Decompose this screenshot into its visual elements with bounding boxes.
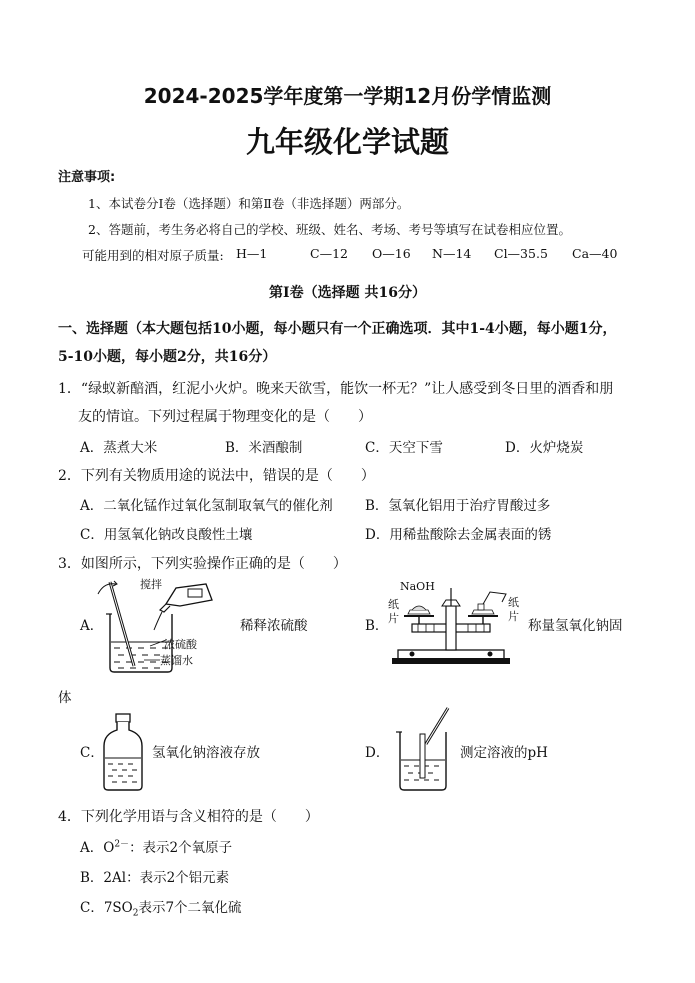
part-heading-line1: 一、选择题（本大题包括10小题，每小题只有一个正确选项．其中1-4小题，每小题1分， xyxy=(58,321,617,337)
q2-option-c: C．用氢氧化钠改良酸性土壤 xyxy=(80,527,253,543)
q3-option-a-text: 稀释浓硫酸 xyxy=(240,618,308,634)
exam-title: 2024-2025学年度第一学期12月份学情监测 xyxy=(143,84,552,108)
q3-option-d-letter: D． xyxy=(365,745,390,761)
atomic-mass: H—1 xyxy=(236,246,268,261)
bottle-figure xyxy=(100,712,150,792)
conc-acid-label: 浓硫酸 xyxy=(164,638,197,651)
q2-option-b: B．氢氧化铝用于治疗胃酸过多 xyxy=(365,498,551,514)
q1-stem-line2: 友的情谊。下列过程属于物理变化的是（ ） xyxy=(78,409,372,425)
q1-option-b: B．米酒酿制 xyxy=(225,440,303,456)
atomic-mass: C—12 xyxy=(310,246,348,261)
atomic-mass: N—14 xyxy=(432,246,472,261)
q3-option-c-letter: C． xyxy=(80,745,104,761)
q3-option-b-text: 称量氢氧化钠固 xyxy=(528,618,623,634)
q4-option-c: C．$7SO_2$表示7个二氧化硫 xyxy=(80,900,242,919)
q2-option-d: D．用稀盐酸除去金属表面的锈 xyxy=(365,527,552,543)
q3-option-c-text: 氢氧化钠溶液存放 xyxy=(152,745,260,761)
q3-option-b-text-cont: 体 xyxy=(58,690,72,706)
q3-stem: 3．如图所示，下列实验操作正确的是（ ） xyxy=(58,556,347,572)
notice-heading: 注意事项: xyxy=(58,170,116,185)
part-heading-line2: 5-10小题，每小题2分，共16分） xyxy=(58,349,277,365)
atomic-mass: Ca—40 xyxy=(572,246,618,261)
q1-option-a: A．蒸煮大米 xyxy=(80,440,158,456)
q3-option-a-letter: A． xyxy=(80,618,104,634)
atomic-masses-label: 可能用到的相对原子质量: xyxy=(82,248,224,263)
notice-item-1: 1、本试卷分Ⅰ卷（选择题）和第Ⅱ卷（非选择题）两部分。 xyxy=(88,196,410,211)
balance-figure xyxy=(382,584,522,668)
q3-option-b-letter: B． xyxy=(365,618,389,634)
q4-stem: 4．下列化学用语与含义相符的是（ ） xyxy=(58,809,319,825)
q2-option-a: A．二氧化锰作过氧化氢制取氧气的催化剂 xyxy=(80,498,333,514)
stir-label: 搅拌 xyxy=(140,578,162,591)
q1-option-d: D．火炉烧炭 xyxy=(505,440,584,456)
q4-option-a: A．$O^{2-}$：表示2个氧原子 xyxy=(80,839,233,856)
ph-test-figure xyxy=(396,704,456,794)
q4-option-b: B．2Al：表示2个铝元素 xyxy=(80,870,230,886)
naoh-label: NaOH xyxy=(400,580,435,593)
section-title: 第Ⅰ卷（选择题 共16分） xyxy=(269,285,426,301)
q1-option-c: C．天空下雪 xyxy=(365,440,443,456)
paper-label-right: 片 xyxy=(508,610,519,623)
q3-option-d-text: 测定溶液的pH xyxy=(460,745,548,761)
atomic-mass: Cl—35.5 xyxy=(494,246,548,261)
paper-label-right: 纸 xyxy=(508,596,519,609)
notice-item-2: 2、答题前，考生务必将自己的学校、班级、姓名、考场、考号等填写在试卷相应位置。 xyxy=(88,222,571,237)
q1-stem-line1: 1．“绿蚁新醅酒，红泥小火炉。晚来天欲雪，能饮一杯无？”让人感受到冬日里的酒香和朋 xyxy=(58,381,614,397)
distilled-water-label: 蒸馏水 xyxy=(160,654,193,667)
paper-label-left: 片 xyxy=(388,612,399,625)
exam-subject-title: 九年级化学试题 xyxy=(245,125,449,159)
paper-label-left: 纸 xyxy=(388,598,399,611)
atomic-mass: O—16 xyxy=(372,246,411,261)
q2-stem: 2．下列有关物质用途的说法中，错误的是（ ） xyxy=(58,468,375,484)
